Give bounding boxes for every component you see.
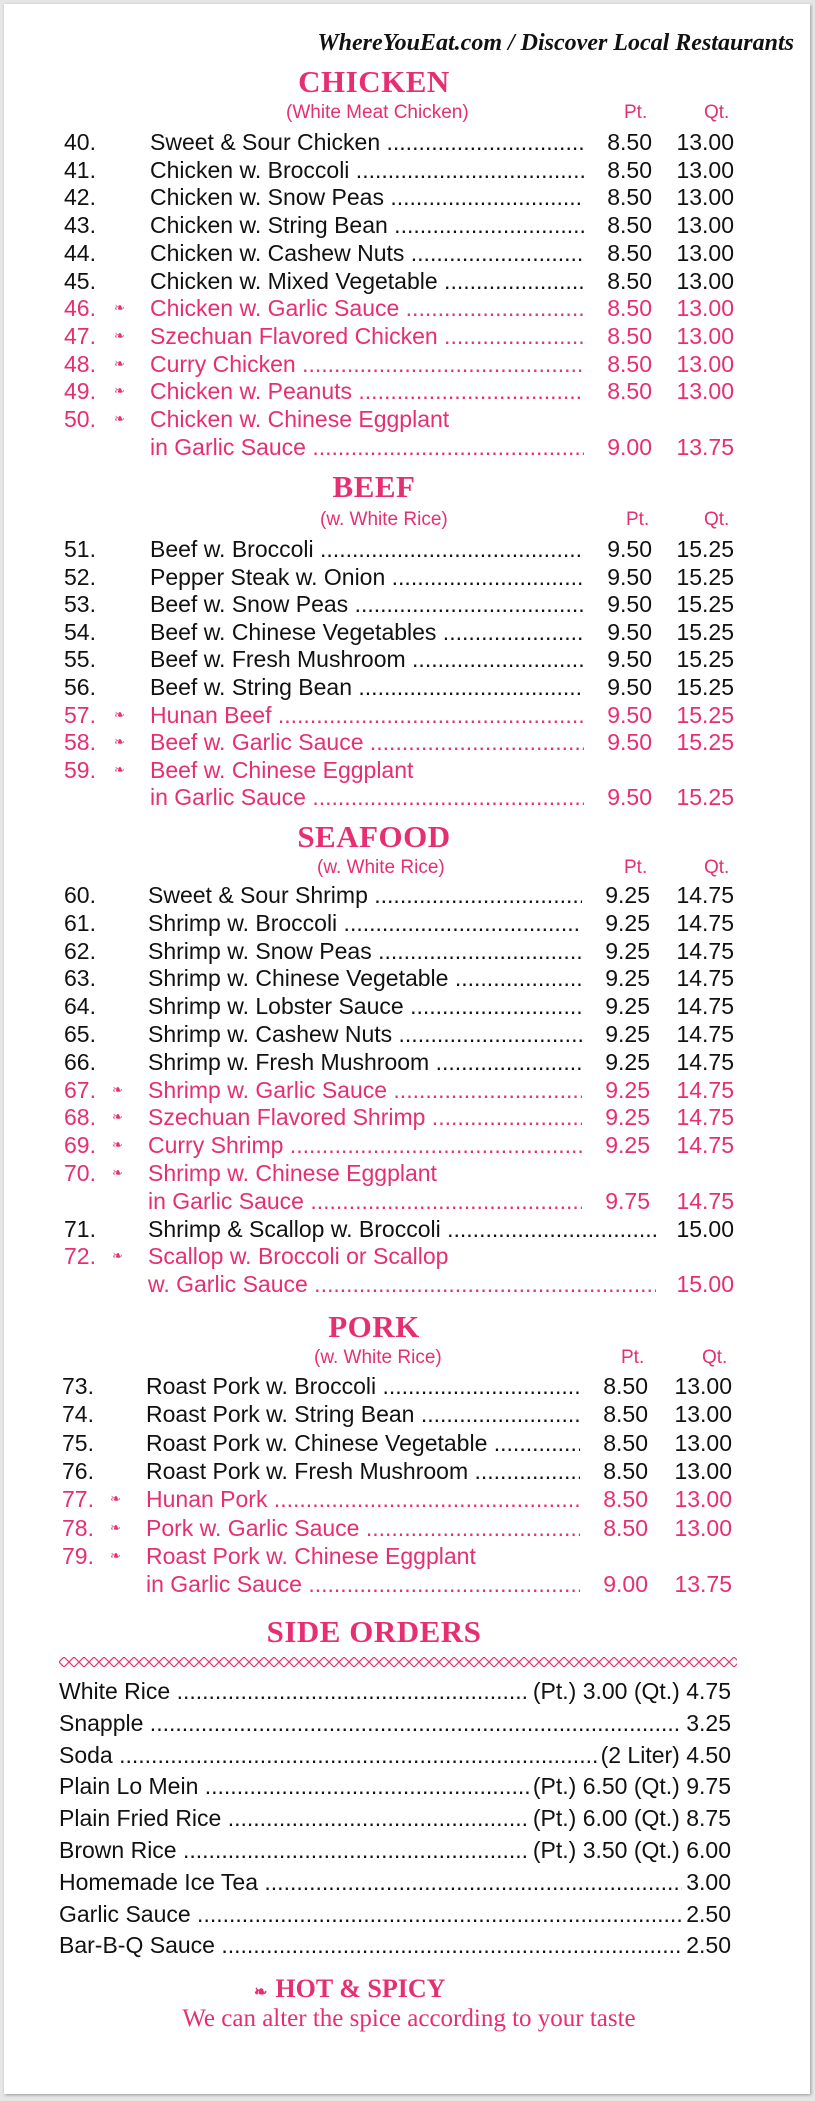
item-number: 55. <box>64 646 96 673</box>
menu-item <box>62 1457 734 1485</box>
price-quart: 13.00 <box>676 239 734 266</box>
item-name: Hunan Pork ..... <box>146 1485 580 1513</box>
item-number: 40. <box>64 129 96 155</box>
price-quart: 15.00 <box>676 1271 734 1298</box>
price-quart: 13.00 <box>674 1457 732 1484</box>
side-order-item <box>59 1709 731 1737</box>
chili-pepper-icon: ❧ <box>110 1491 121 1507</box>
menu-item <box>64 1103 736 1131</box>
col-header-qt: Qt. <box>702 1347 728 1368</box>
menu-item <box>64 645 736 673</box>
price-quart: 14.75 <box>676 965 734 992</box>
side-order-item <box>59 1868 731 1896</box>
price-quart: 14.75 <box>676 1048 734 1075</box>
price-quart: 13.75 <box>674 1571 732 1598</box>
section-subtitle-pork: (w. White Rice) <box>314 1347 442 1368</box>
menu-item <box>64 239 736 267</box>
item-number: 73. <box>62 1373 94 1399</box>
price-quart: 14.75 <box>676 1187 734 1214</box>
price-pint: 9.50 <box>607 784 652 811</box>
menu-item <box>64 156 736 184</box>
item-number: 79. <box>62 1542 94 1569</box>
item-name: Roast Pork w. Chinese Eggplant <box>146 1542 476 1569</box>
chili-pepper-icon: ❧ <box>114 761 125 777</box>
price-quart: 15.25 <box>676 701 734 728</box>
item-number: 45. <box>64 267 96 294</box>
item-number: 42. <box>64 184 96 211</box>
section-title-pork: PORK <box>328 1309 420 1344</box>
item-name: Shrimp w. Garlic Sauce ..... <box>148 1076 582 1104</box>
item-name: Shrimp w. Broccoli ..... <box>148 909 582 937</box>
price-quart: 14.75 <box>676 1076 734 1103</box>
chili-pepper-icon: ❧ <box>114 734 125 750</box>
side-order-price: 3.00 <box>686 1868 731 1895</box>
menu-item <box>64 937 736 965</box>
menu-item-continued <box>64 1270 736 1298</box>
price-pint: 9.25 <box>605 1048 650 1075</box>
side-order-name: Plain Lo Mein ..... <box>59 1772 529 1800</box>
side-order-name: Garlic Sauce ..... <box>59 1900 682 1928</box>
menu-item-continued <box>64 433 736 461</box>
chili-pepper-icon: ❧ <box>112 1081 123 1097</box>
price-quart: 15.25 <box>676 646 734 673</box>
price-pint: 9.50 <box>607 701 652 728</box>
side-order-price: (Pt.) 3.50 (Qt.) 6.00 <box>532 1837 731 1863</box>
chili-pepper-icon: ❧ <box>114 706 125 722</box>
price-quart: 13.00 <box>674 1401 732 1428</box>
menu-item <box>64 350 736 378</box>
item-name: Chicken w. Broccoli ..... <box>150 156 584 184</box>
price-pint: 8.50 <box>607 295 652 322</box>
price-pint: 8.50 <box>607 350 652 377</box>
item-number: 74. <box>62 1401 94 1428</box>
item-name: Roast Pork w. Chinese Vegetable ..... <box>146 1429 580 1457</box>
item-name: Chicken w. Snow Peas ..... <box>150 183 584 211</box>
chili-pepper-icon: ❧ <box>112 1137 123 1153</box>
side-order-name: Homemade Ice Tea ..... <box>59 1868 682 1896</box>
item-number: 44. <box>64 239 96 266</box>
side-order-price: 2.50 <box>686 1900 731 1927</box>
price-pint: 9.50 <box>607 618 652 645</box>
menu-item <box>64 322 736 350</box>
item-number: 71. <box>64 1215 96 1242</box>
menu-item <box>62 1542 734 1570</box>
menu-item <box>64 1242 736 1270</box>
section-subtitle-chicken: (White Meat Chicken) <box>286 102 469 123</box>
item-number: 69. <box>64 1132 96 1159</box>
price-pint: 9.25 <box>605 1076 650 1103</box>
side-order-price: (Pt.) 6.00 (Qt.) 8.75 <box>532 1805 731 1832</box>
side-order-name: Soda ..... <box>59 1741 597 1769</box>
price-pint: 8.50 <box>603 1401 648 1428</box>
menu-item <box>64 405 736 433</box>
item-number: 60. <box>64 882 96 908</box>
item-number: 51. <box>64 536 96 562</box>
item-number: 47. <box>64 322 96 349</box>
price-pint: 8.50 <box>607 212 652 239</box>
item-name: Pepper Steak w. Onion ..... <box>150 563 584 591</box>
menu-item-continued <box>64 1187 736 1215</box>
menu-item <box>64 563 736 591</box>
price-quart: 15.25 <box>676 729 734 756</box>
price-pint: 8.50 <box>607 267 652 294</box>
item-name: Roast Pork w. Fresh Mushroom ..... <box>146 1457 580 1485</box>
menu-item <box>64 294 736 322</box>
item-name: Roast Pork w. String Bean ..... <box>146 1400 580 1428</box>
item-name: Shrimp w. Cashew Nuts ..... <box>148 1020 582 1048</box>
chili-pepper-icon: ❧ <box>112 1109 123 1125</box>
price-pint: 9.50 <box>607 729 652 756</box>
price-quart: 13.00 <box>676 156 734 183</box>
col-header-qt: Qt. <box>704 509 730 530</box>
price-pint: 9.25 <box>605 965 650 992</box>
menu-item <box>64 1159 736 1187</box>
spice-note: We can alter the spice according to your taste <box>182 2005 636 2032</box>
price-quart: 13.00 <box>676 184 734 211</box>
price-pint: 8.50 <box>607 322 652 349</box>
item-number: 50. <box>64 406 96 432</box>
item-name-line2: in Garlic Sauce ..... <box>150 433 584 461</box>
item-name-line2: in Garlic Sauce ..... <box>148 1187 582 1215</box>
item-number: 54. <box>64 618 96 645</box>
chili-pepper-icon: ❧ <box>110 1547 121 1563</box>
menu-item <box>64 535 736 563</box>
item-number: 70. <box>64 1160 96 1186</box>
item-number: 52. <box>64 563 96 590</box>
price-quart: 13.00 <box>674 1373 732 1399</box>
menu-item <box>64 128 736 156</box>
price-pint: 9.25 <box>605 1132 650 1159</box>
chili-pepper-icon: ❧ <box>112 1248 123 1264</box>
menu-item <box>64 673 736 701</box>
side-order-item <box>59 1804 731 1832</box>
price-quart: 15.25 <box>676 674 734 700</box>
chili-pepper-icon: ❧ <box>114 300 125 316</box>
item-number: 49. <box>64 378 96 405</box>
item-number: 43. <box>64 212 96 239</box>
price-pint: 9.50 <box>607 563 652 590</box>
item-name: Chicken w. Garlic Sauce ..... <box>150 294 584 322</box>
price-quart: 15.25 <box>676 591 734 618</box>
price-quart: 13.75 <box>676 433 734 460</box>
item-name: Chicken w. Cashew Nuts ..... <box>150 239 584 267</box>
price-pint: 9.25 <box>605 993 650 1020</box>
price-pint: 8.50 <box>607 156 652 183</box>
item-number: 65. <box>64 1021 96 1047</box>
price-quart: 13.00 <box>676 267 734 294</box>
price-quart: 15.25 <box>676 784 734 811</box>
col-header-pt: Pt. <box>621 1347 645 1368</box>
price-pint: 9.25 <box>605 882 650 908</box>
item-number: 66. <box>64 1048 96 1075</box>
menu-item <box>64 1131 736 1159</box>
price-quart: 15.25 <box>676 618 734 645</box>
menu-item <box>64 992 736 1020</box>
item-name: Shrimp w. Lobster Sauce ..... <box>148 992 582 1020</box>
item-number: 63. <box>64 965 96 992</box>
item-number: 72. <box>64 1243 96 1270</box>
menu-item <box>64 1048 736 1076</box>
menu-item <box>62 1514 734 1542</box>
price-pint: 8.50 <box>607 184 652 211</box>
section-title-chicken: CHICKEN <box>298 64 450 99</box>
price-pint: 8.50 <box>603 1429 648 1456</box>
item-name: Curry Shrimp ..... <box>148 1131 582 1159</box>
col-header-pt: Pt. <box>624 102 648 123</box>
item-number: 67. <box>64 1076 96 1103</box>
item-name: Shrimp w. Snow Peas ..... <box>148 937 582 965</box>
item-number: 68. <box>64 1104 96 1131</box>
price-quart: 15.00 <box>676 1215 734 1242</box>
menu-item <box>64 909 736 937</box>
menu-item <box>64 1020 736 1048</box>
item-number: 58. <box>64 729 96 756</box>
price-quart: 14.75 <box>676 1132 734 1159</box>
price-pint: 9.50 <box>607 536 652 562</box>
menu-item <box>64 267 736 295</box>
menu-page <box>4 4 810 2094</box>
price-pint: 8.50 <box>607 129 652 155</box>
side-order-name: Brown Rice ..... <box>59 1836 529 1864</box>
price-quart: 13.00 <box>676 350 734 377</box>
item-name: Shrimp & Scallop w. Broccoli ..... <box>148 1215 656 1243</box>
price-quart: 15.25 <box>676 536 734 562</box>
item-name: Beef w. Chinese Vegetables ..... <box>150 618 584 646</box>
item-name: Beef w. Snow Peas ..... <box>150 590 584 618</box>
price-quart: 14.75 <box>676 937 734 964</box>
chili-pepper-icon: ❧ <box>112 1165 123 1180</box>
menu-item <box>64 618 736 646</box>
item-name: Hunan Beef ..... <box>150 701 584 729</box>
price-quart: 14.75 <box>676 909 734 936</box>
col-header-qt: Qt. <box>704 102 730 123</box>
menu-item <box>62 1400 734 1428</box>
section-title-side-orders: SIDE ORDERS <box>266 1614 482 1649</box>
price-quart: 13.00 <box>676 129 734 155</box>
section-subtitle-seafood: (w. White Rice) <box>317 857 445 878</box>
menu-item <box>64 377 736 405</box>
item-name: Chicken w. Mixed Vegetable ..... <box>150 267 584 295</box>
menu-item <box>64 756 736 784</box>
item-name: Szechuan Flavored Chicken ..... <box>150 322 584 350</box>
item-name-line2: w. Garlic Sauce ..... <box>148 1270 656 1298</box>
menu-item <box>64 211 736 239</box>
item-name: Chicken w. String Bean ..... <box>150 211 584 239</box>
item-number: 62. <box>64 937 96 964</box>
price-quart: 14.75 <box>676 993 734 1020</box>
item-number: 77. <box>62 1486 94 1513</box>
price-pint: 8.50 <box>603 1486 648 1513</box>
menu-item <box>64 590 736 618</box>
diamond-border <box>59 1657 737 1667</box>
item-number: 53. <box>64 591 96 618</box>
price-quart: 14.75 <box>676 882 734 908</box>
side-order-item <box>59 1677 731 1705</box>
item-name: Sweet & Sour Shrimp ..... <box>148 881 582 909</box>
item-name-line2: in Garlic Sauce ..... <box>146 1570 580 1598</box>
menu-item <box>64 701 736 729</box>
item-name: Shrimp w. Chinese Eggplant <box>148 1160 437 1186</box>
price-quart: 13.00 <box>674 1514 732 1541</box>
side-order-price: (Pt.) 6.50 (Qt.) 9.75 <box>532 1773 731 1800</box>
price-pint: 9.50 <box>607 591 652 618</box>
item-name: Scallop w. Broccoli or Scallop <box>148 1243 449 1270</box>
item-number: 46. <box>64 295 96 322</box>
chili-pepper-icon: ❧ <box>114 383 125 399</box>
side-order-price: (Pt.) 3.00 (Qt.) 4.75 <box>532 1678 731 1704</box>
price-quart: 13.00 <box>676 212 734 239</box>
side-order-item <box>59 1772 731 1800</box>
price-pint: 8.50 <box>603 1373 648 1399</box>
col-header-pt: Pt. <box>624 857 648 878</box>
item-name: Shrimp w. Fresh Mushroom ..... <box>148 1048 582 1076</box>
item-number: 78. <box>62 1514 94 1541</box>
section-title-beef: BEEF <box>332 469 416 504</box>
price-pint: 9.50 <box>607 674 652 700</box>
side-order-name: Snapple ..... <box>59 1709 682 1737</box>
price-pint: 9.25 <box>605 1104 650 1131</box>
hot-spicy-label: HOT & SPICY <box>275 1974 446 2003</box>
price-quart: 13.00 <box>676 322 734 349</box>
item-number: 41. <box>64 156 96 183</box>
price-quart: 15.25 <box>676 563 734 590</box>
price-pint: 9.00 <box>603 1571 648 1598</box>
col-header-pt: Pt. <box>626 509 650 530</box>
price-quart: 13.00 <box>674 1486 732 1513</box>
side-order-item <box>59 1836 731 1864</box>
item-name: Beef w. String Bean ..... <box>150 673 584 701</box>
item-name: Curry Chicken ..... <box>150 350 584 378</box>
menu-item <box>62 1485 734 1513</box>
side-order-price: 3.25 <box>686 1709 731 1736</box>
menu-item <box>64 1076 736 1104</box>
item-name: Szechuan Flavored Shrimp ..... <box>148 1103 582 1131</box>
item-number: 64. <box>64 993 96 1020</box>
item-name: Chicken w. Peanuts ..... <box>150 377 584 405</box>
side-order-price: (2 Liter) 4.50 <box>600 1741 731 1768</box>
item-number: 57. <box>64 701 96 728</box>
price-pint: 9.25 <box>605 1021 650 1047</box>
item-name: Beef w. Garlic Sauce ..... <box>150 728 584 756</box>
side-order-name: Bar-B-Q Sauce ..... <box>59 1931 682 1959</box>
item-name: Pork w. Garlic Sauce ..... <box>146 1514 580 1542</box>
col-header-qt: Qt. <box>704 857 730 878</box>
price-pint: 9.00 <box>607 433 652 460</box>
price-pint: 9.25 <box>605 909 650 936</box>
item-name: Beef w. Fresh Mushroom ..... <box>150 645 584 673</box>
item-number: 76. <box>62 1457 94 1484</box>
item-number: 61. <box>64 909 96 936</box>
menu-item <box>64 183 736 211</box>
price-quart: 13.00 <box>676 295 734 322</box>
item-name: Shrimp w. Chinese Vegetable ..... <box>148 964 582 992</box>
side-order-item <box>59 1900 731 1928</box>
side-order-item <box>59 1931 731 1959</box>
menu-item <box>64 964 736 992</box>
item-number: 59. <box>64 756 96 783</box>
item-name-line2: in Garlic Sauce ..... <box>150 783 584 811</box>
menu-item <box>64 881 736 909</box>
item-name: Beef w. Broccoli ..... <box>150 535 584 563</box>
item-name: Sweet & Sour Chicken ..... <box>150 128 584 156</box>
item-name: Roast Pork w. Broccoli ..... <box>146 1372 580 1400</box>
site-header: WhereYouEat.com / Discover Local Restaurants <box>317 30 794 56</box>
price-pint: 9.25 <box>605 937 650 964</box>
price-pint: 8.50 <box>603 1514 648 1541</box>
price-quart: 14.75 <box>676 1021 734 1047</box>
item-number: 56. <box>64 674 96 700</box>
price-quart: 13.00 <box>676 378 734 405</box>
item-name: Beef w. Chinese Eggplant <box>150 756 414 783</box>
menu-item <box>62 1372 734 1400</box>
side-order-item <box>59 1741 731 1769</box>
price-pint: 8.50 <box>603 1457 648 1484</box>
menu-item-continued <box>62 1570 734 1598</box>
price-quart: 13.00 <box>674 1429 732 1456</box>
price-pint: 8.50 <box>607 378 652 405</box>
chili-pepper-icon: ❧ <box>114 327 125 343</box>
menu-item <box>62 1429 734 1457</box>
side-order-name: Plain Fried Rice ..... <box>59 1804 529 1832</box>
hot-spicy-legend <box>254 1974 445 2004</box>
side-order-name: White Rice ..... <box>59 1677 529 1705</box>
section-title-seafood: SEAFOOD <box>297 819 451 854</box>
item-number: 75. <box>62 1429 94 1456</box>
menu-item <box>64 728 736 756</box>
chili-pepper-icon: ❧ <box>114 411 125 426</box>
price-quart: 14.75 <box>676 1104 734 1131</box>
item-number: 48. <box>64 350 96 377</box>
chili-pepper-icon: ❧ <box>254 1984 268 2001</box>
chili-pepper-icon: ❧ <box>110 1519 121 1535</box>
section-subtitle-beef: (w. White Rice) <box>320 509 448 530</box>
item-name: Chicken w. Chinese Eggplant <box>150 406 450 432</box>
price-pint: 9.50 <box>607 646 652 673</box>
menu-item <box>64 1215 736 1243</box>
side-order-price: 2.50 <box>686 1932 731 1959</box>
price-pint: 9.75 <box>605 1187 650 1214</box>
price-pint: 8.50 <box>607 239 652 266</box>
chili-pepper-icon: ❧ <box>114 355 125 371</box>
menu-item-continued <box>64 783 736 811</box>
